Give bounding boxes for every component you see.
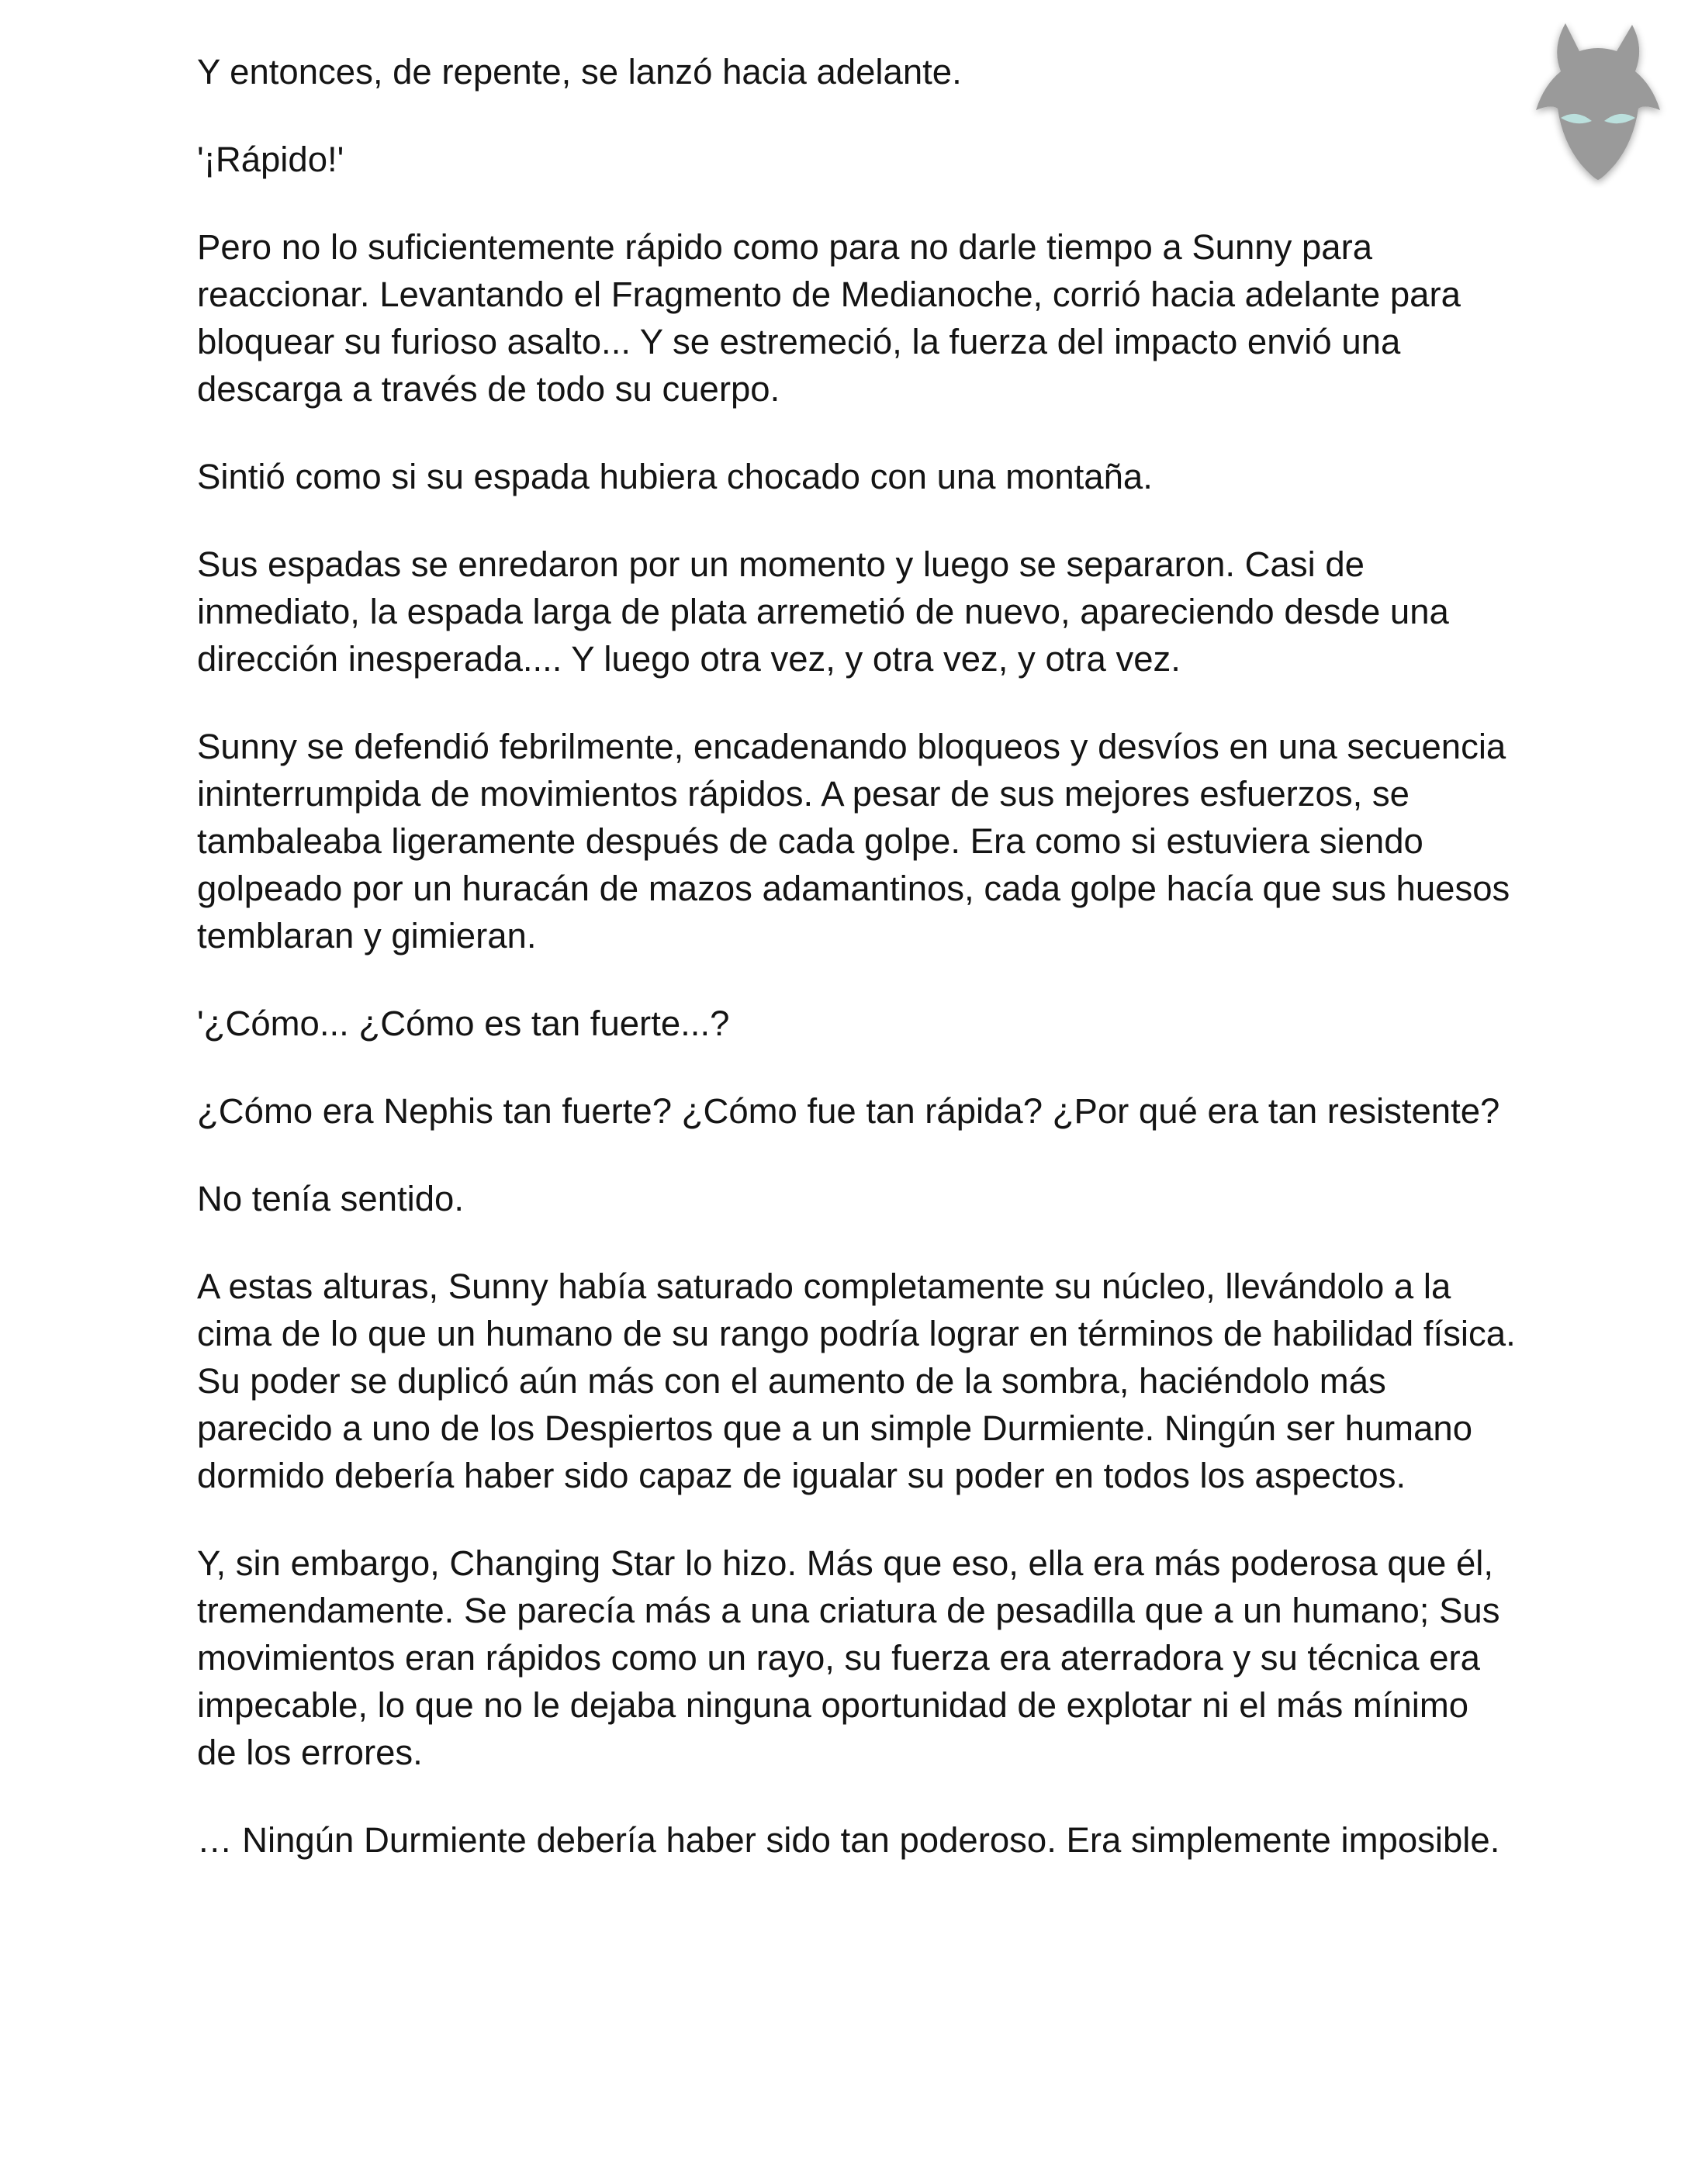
paragraph: Sus espadas se enredaron por un momento y luego se separaron. Casi de inmediato, la espada larga de plata arremetió de nuevo, apareciendo desde una dirección inesperada.... Y luego otra vez, y otra vez, y otra vez. bbox=[197, 544, 1449, 679]
paragraph: A estas alturas, Sunny había saturado completamente su núcleo, llevándolo a la cima de lo que un humano de su rango podría lograr en términos de habilidad física. Su poder se duplicó aún más con el aumento de la sombra, haciéndolo más parecido a uno de los Despiertos que a un simple Durmiente. Ningún ser humano dormido debería haber sido capaz de igualar su poder en todos los aspectos. bbox=[197, 1267, 1516, 1495]
paragraph: '¿Cómo... ¿Cómo es tan fuerte...? bbox=[197, 1004, 730, 1043]
paragraph: Sintió como si su espada hubiera chocado con una montaña. bbox=[197, 457, 1153, 496]
document-body bbox=[197, 48, 1516, 1904]
paragraph: Sunny se defendió febrilmente, encadenando bloqueos y desvíos en una secuencia ininterrumpida de movimientos rápidos. A pesar de sus mejores esfuerzos, se tambaleaba ligeramente después de cada golpe. Era como si estuviera siendo golpeado por un huracán de mazos adamantinos, cada golpe hacía que sus huesos temblaran y gimieran. bbox=[197, 727, 1510, 955]
paragraph: ¿Cómo era Nephis tan fuerte? ¿Cómo fue tan rápida? ¿Por qué era tan resistente? bbox=[197, 1091, 1500, 1131]
demon-head-icon bbox=[1528, 17, 1668, 188]
paragraph: Y, sin embargo, Changing Star lo hizo. Más que eso, ella era más poderosa que él, tremendamente. Se parecía más a una criatura de pesadilla que a un humano; Sus movimientos eran rápidos como un rayo, su fuerza era aterradora y su técnica era impecable, lo que no le dejaba ninguna oportunidad de explotar ni el más mínimo de los errores. bbox=[197, 1543, 1500, 1772]
paragraph: Pero no lo suficientemente rápido como para no darle tiempo a Sunny para reaccionar. Levantando el Fragmento de Medianoche, corrió hacia adelante para bloquear su furioso asalto... Y se estremeció, la fuerza del impacto envió una descarga a través de todo su cuerpo. bbox=[197, 227, 1461, 409]
paragraph: Y entonces, de repente, se lanzó hacia adelante. bbox=[197, 52, 962, 92]
paragraph: … Ningún Durmiente debería haber sido tan poderoso. Era simplemente imposible. bbox=[197, 1820, 1500, 1860]
paragraph: No tenía sentido. bbox=[197, 1179, 465, 1218]
paragraph: '¡Rápido!' bbox=[197, 140, 344, 179]
